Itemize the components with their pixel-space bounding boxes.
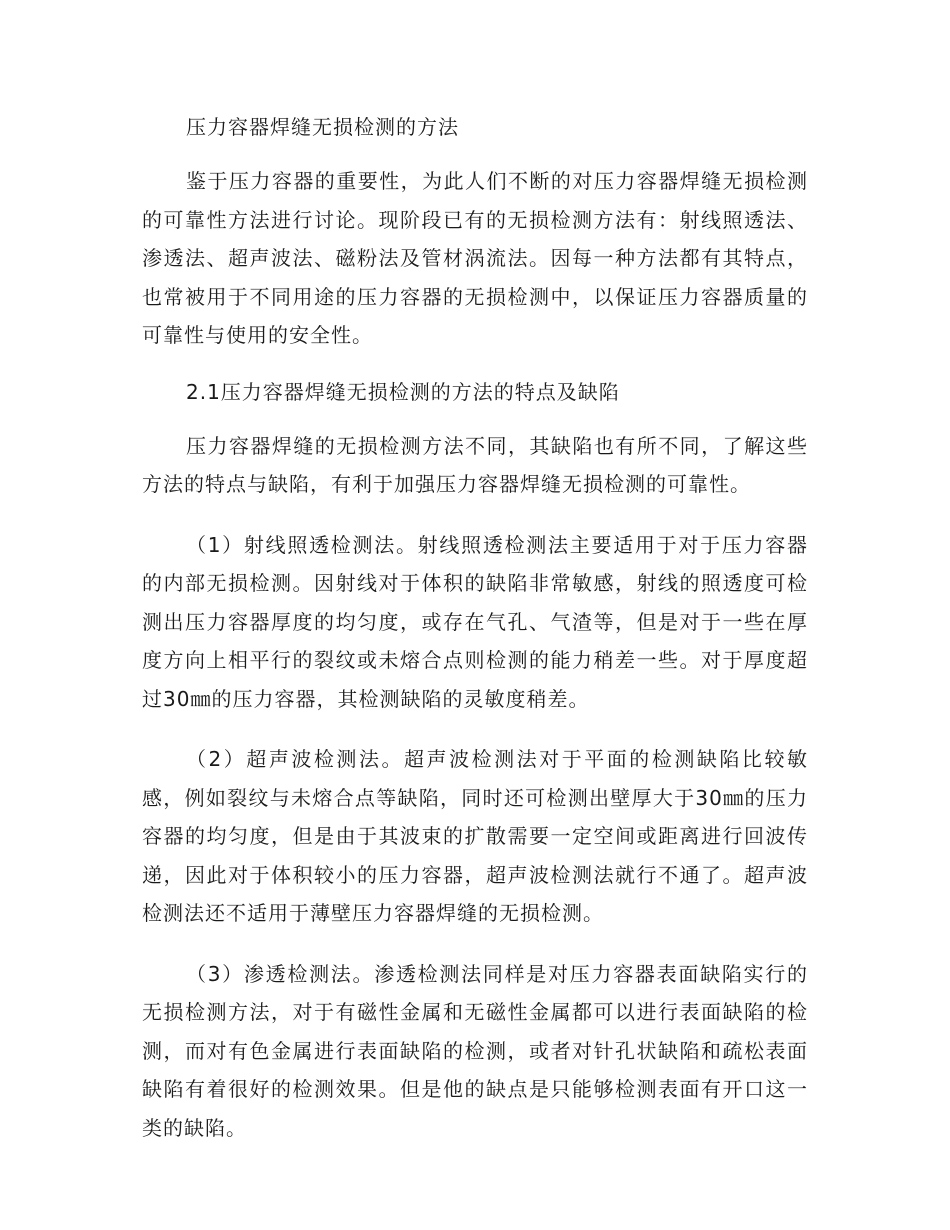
document-body <box>142 112 808 1169</box>
ultrasonic-method-paragraph: （2）超声波检测法。超声波检测法对于平面的检测缺陷比较敏感，例如裂纹与未熔合点等缺陷，同时还可检测出壁厚大于30㎜的压力容器的均匀度，但是由于其波束的扩散需要一定空间或距离进行回波传递，因此对于体积较小的压力容器，超声波检测法就行不通了。超声波检测法还不适用于薄壁压力容器焊缝的无损检测。 <box>142 747 808 925</box>
penetrant-method-paragraph: （3）渗透检测法。渗透检测法同样是对压力容器表面缺陷实行的无损检测方法，对于有磁性金属和无磁性金属都可以进行表面缺陷的检测，而对有色金属进行表面缺陷的检测，或者对针孔状缺陷和疏松表面缺陷有着很好的检测效果。但是他的缺点是只能够检测表面有开口这一类的缺陷。 <box>142 961 808 1140</box>
intro-paragraph: 鉴于压力容器的重要性，为此人们不断的对压力容器焊缝无损检测的可靠性方法进行讨论。现阶段已有的无损检测方法有：射线照透法、渗透法、超声波法、磁粉法及管材涡流法。因每一种方法都有其特点，也常被用于不同用途的压力容器的无损检测中，以保证压力容器质量的可靠性与使用的安全性。 <box>142 169 808 347</box>
section-heading: 压力容器焊缝无损检测的方法 <box>186 115 459 139</box>
overview-paragraph: 压力容器焊缝的无损检测方法不同，其缺陷也有所不同，了解这些方法的特点与缺陷，有利于加强压力容器焊缝无损检测的可靠性。 <box>142 433 808 496</box>
subsection-heading: 2.1压力容器焊缝无损检测的方法的特点及缺陷 <box>186 379 620 404</box>
radiographic-method-paragraph: （1）射线照透检测法。射线照透检测法主要适用于对于压力容器的内部无损检测。因射线对于体积的缺陷非常敏感，射线的照透度可检测出压力容器厚度的均匀度，或存在气孔、气渣等，但是对于一些在厚度方向上相平行的裂纹或未熔合点则检测的能力稍差一些。对于厚度超过30㎜的压力容器，其检测缺陷的灵敏度稍差。 <box>142 532 808 711</box>
